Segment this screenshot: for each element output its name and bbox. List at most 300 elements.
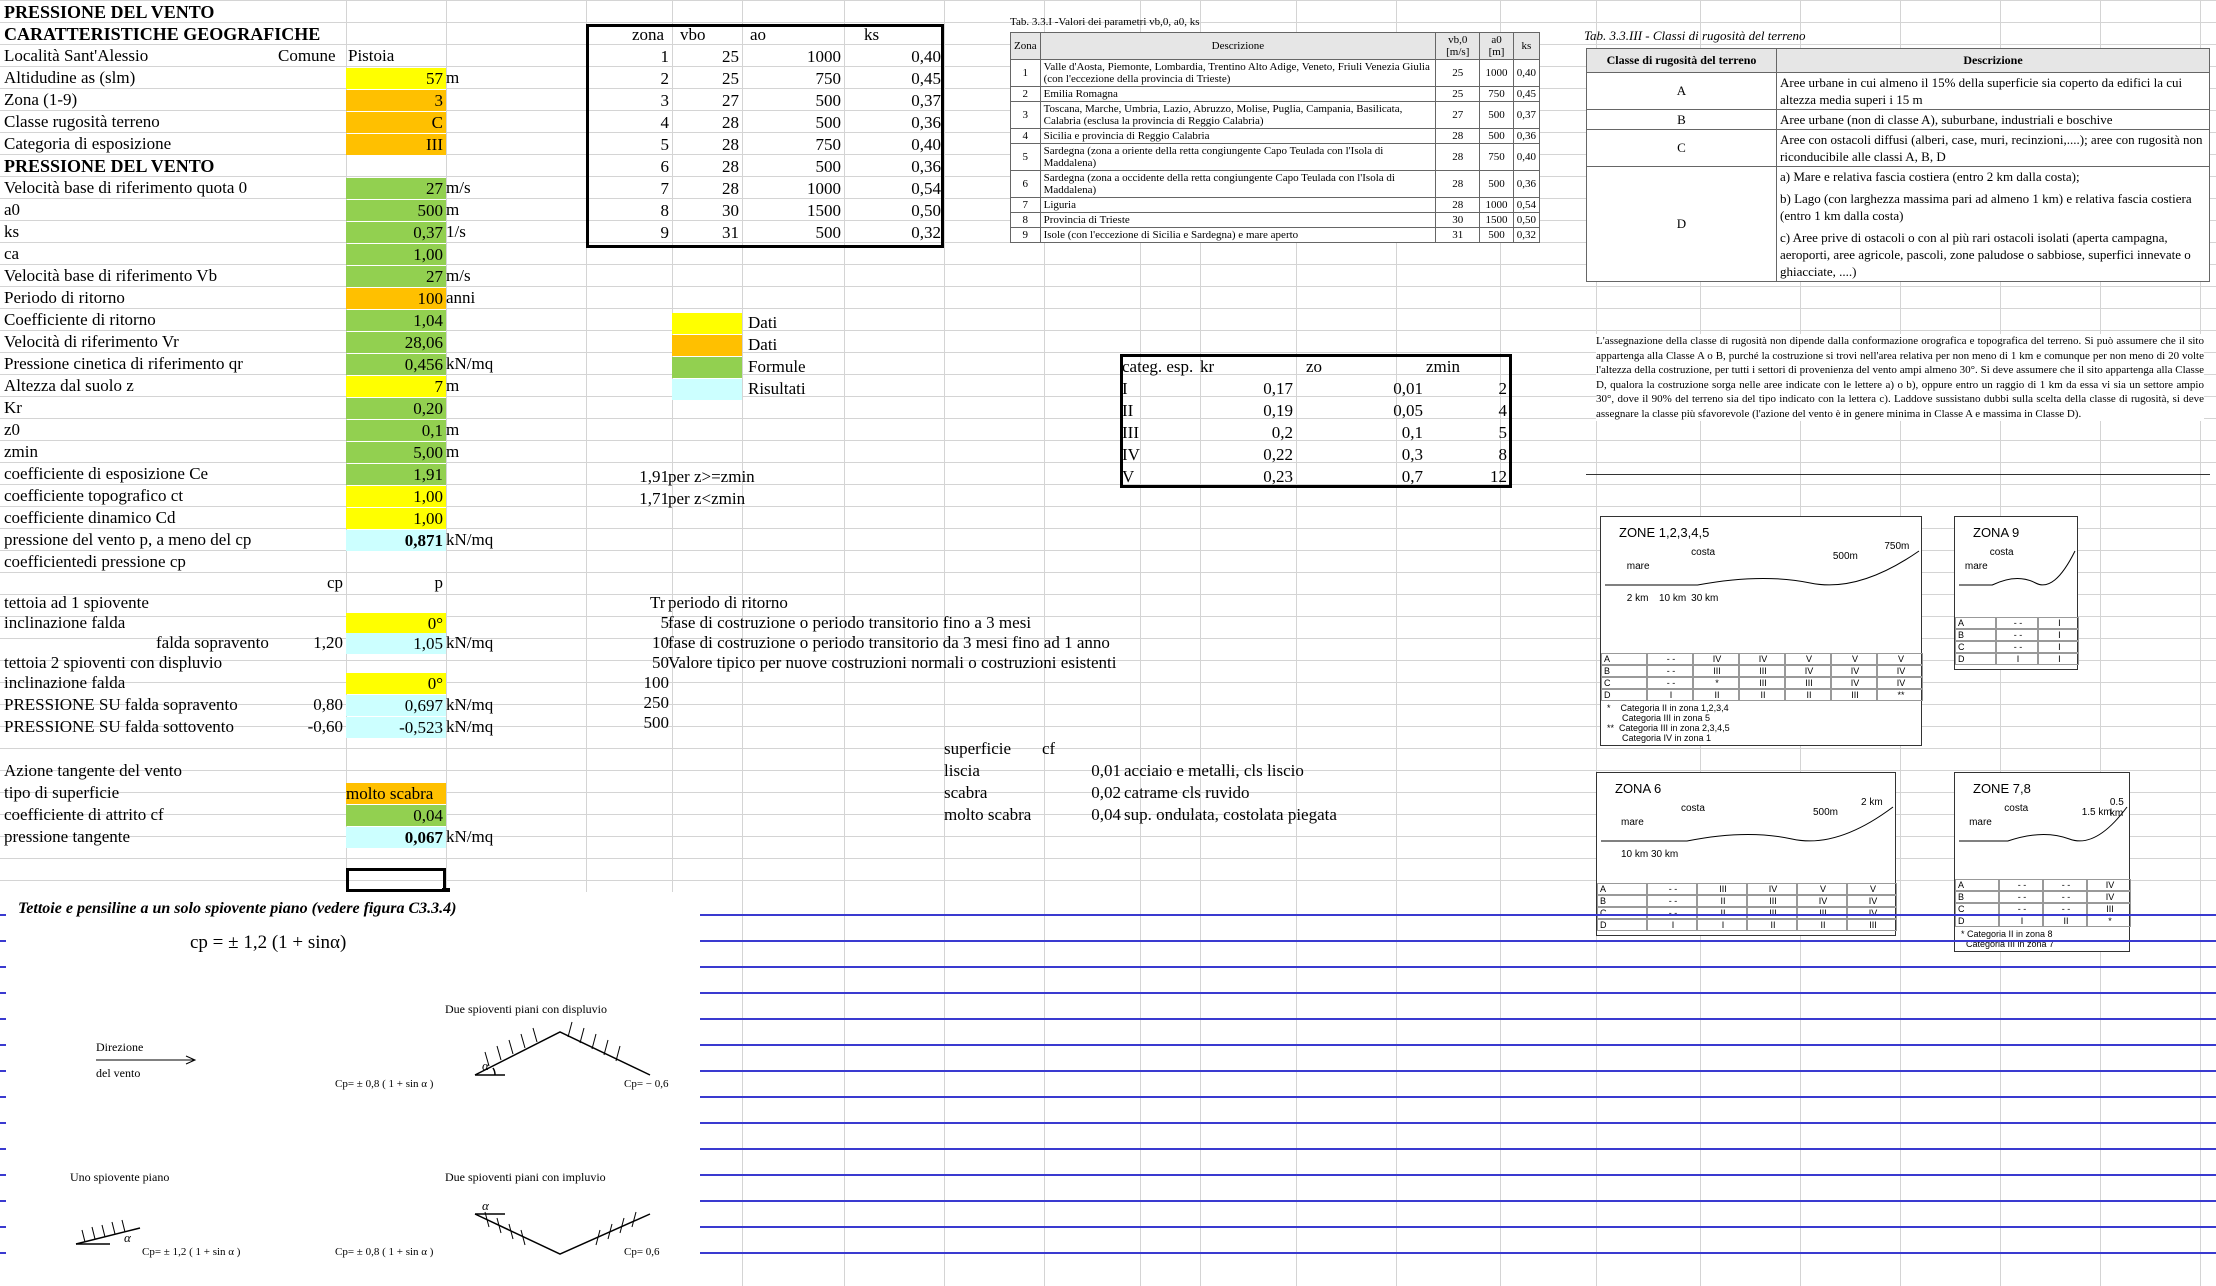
zone-grid-cell: I [1999,915,2043,927]
zone-grid-cell: IV [1877,665,1923,677]
blue-line [700,966,2216,968]
row-value[interactable]: 7 [346,376,446,397]
tab331-cell: 28 [1436,129,1480,144]
legend-label: Formule [748,357,806,376]
tr-value: 5 [660,613,669,632]
zona-cell: 750 [815,69,841,88]
blue-line [700,1096,2216,1098]
roof-diagrams-svg [0,892,700,1286]
zone-grid-cell: II [2043,915,2087,927]
row-value[interactable]: 1,00 [346,508,446,529]
zona-cell: 750 [815,135,841,154]
categ-roman: I [1122,379,1128,398]
tab333-class: A [1587,73,1777,110]
zone-grid-cell: III [1847,919,1897,931]
sheet-title: PRESSIONE DEL VENTO [4,2,215,22]
zone-grid-cell: - - [1647,883,1697,895]
zone-grid-cell: - - [1647,895,1697,907]
tab331-cell: 750 [1480,87,1513,102]
legend-swatch [672,379,742,400]
inclinazione1-label: inclinazione falda [4,613,126,632]
tab331-cell: 6 [1011,171,1041,198]
categ-kr: 0,22 [1263,445,1293,464]
cf-header-superficie: superficie [944,739,1012,758]
zona-cell: 25 [722,47,739,66]
tab333-desc [1777,130,2210,167]
impluvio-right-formula: Cp= 0,6 [624,1246,660,1258]
zone-grid-cell: IV [1797,895,1847,907]
displuvio-title: Due spioventi piani con displuvio [445,1002,607,1016]
row-value[interactable]: C [346,112,446,133]
cp-header: cp [326,573,343,592]
zone-diagram-label: costa [1681,803,1705,814]
legend-swatch [672,313,742,334]
tab331-header: a0 [m] [1480,33,1513,60]
row-label: a0 [4,200,21,219]
impluvio-left-formula: Cp= ± 0,8 ( 1 + sin α ) [335,1246,434,1258]
row-value[interactable]: 0,871 [346,530,446,551]
row-value[interactable]: 0,1 [346,420,446,441]
zone-diagram-3 [1954,772,2130,952]
tab331-cell: 500 [1480,228,1513,243]
zona-cell: 7 [660,179,669,198]
ce-note-text: per z>=zmin [668,467,755,486]
tab331-cell: 5 [1011,144,1041,171]
zone-grid-cell: II [1697,907,1747,919]
blue-tick [0,1044,6,1046]
pressione-sopravento-value[interactable]: 0,697 [346,695,446,716]
zone-grid-cell: I [1996,653,2037,665]
zone-diagram-title: ZONE 7,8 [1973,781,2031,796]
tr-value: 500 [643,713,669,732]
zone-grid-cell: IV [1693,653,1739,665]
tab331-cell: 0,36 [1513,171,1539,198]
tab333-desc-part: Aree urbane (non di classe A), suburbane, industriali e boschive [1780,112,2113,127]
tab331-cell: 1000 [1480,198,1513,213]
row-label: Velocità base di riferimento Vb [4,266,218,285]
tab331-cell: Toscana, Marche, Umbria, Lazio, Abruzzo, Molise, Puglia, Campania, Basilicata, Calabria (esclusa la provincia di Reggio Calabria) [1040,102,1436,129]
tab333-desc [1777,110,2210,130]
row-label: Categoria di esposizione [4,134,172,153]
row-label: Kr [4,398,22,417]
tab331-cell: 500 [1480,102,1513,129]
zone-grid-cell: III [1739,665,1785,677]
cf-header-cf: cf [1042,739,1056,758]
roof-pressure-figure [0,892,700,1286]
row-value[interactable]: 1,00 [346,244,446,265]
categ-zo: 0,7 [1401,467,1423,486]
row-value[interactable]: 3 [346,90,446,111]
categ-roman: V [1122,467,1135,486]
tab333-class: D [1587,167,1777,282]
blue-line [700,914,2216,916]
row-value[interactable]: 28,06 [346,332,446,353]
impluvio-title: Due spioventi piani con impluvio [445,1170,606,1184]
zone-grid-cell: III [1747,895,1797,907]
ce-note-value: 1,71 [639,489,669,508]
tab331-cell: 31 [1436,228,1480,243]
tab333-class: B [1587,110,1777,130]
row-label: ca [4,244,20,263]
zone-grid-cell: V [1831,653,1877,665]
blue-line [700,992,2216,994]
blue-tick [0,1252,6,1254]
blue-tick [0,1200,6,1202]
zone-grid-cell: II [1747,919,1797,931]
pressione-sottovento-value[interactable]: -0,523 [346,717,446,738]
row-value[interactable]: 27 [346,266,446,287]
categ-header: categ. esp. [1122,357,1194,376]
row-value[interactable] [346,552,446,573]
row-unit: 1/s [446,222,466,241]
row-label: PRESSIONE DEL VENTO [4,156,215,176]
zone-grid-cell: C [1955,903,1999,915]
blue-tick [0,1096,6,1098]
terrain-profile-icon [1601,543,1923,613]
zone-diagram-label: 750m [1884,541,1910,552]
row-label: Periodo di ritorno [4,288,125,307]
blue-tick [0,992,6,994]
zone-grid-cell: C [1601,677,1647,689]
tab331-cell: 0,32 [1513,228,1539,243]
categ-kr: 0,17 [1263,379,1293,398]
zone-grid-cell: A [1955,617,1996,629]
tab333-note-rule [1586,474,2210,475]
zone-grid-cell: D [1601,689,1647,701]
row-value[interactable]: 0,20 [346,398,446,419]
zone-diagram-title: ZONA 6 [1615,781,1662,796]
blue-tick [0,1148,6,1150]
tab333-header: Descrizione [1777,49,2210,73]
zone-grid-cell: IV [2087,879,2131,891]
terrain-profile-icon [1955,543,2079,613]
blue-line [700,1148,2216,1150]
row-value[interactable]: 0,456 [346,354,446,375]
grid-row-line [0,0,2216,1]
zona-cell: 500 [815,223,841,242]
tab331-cell: Provincia di Trieste [1040,213,1436,228]
inclinazione1-value[interactable]: 0° [346,613,446,634]
categ-kr: 0,2 [1271,423,1293,442]
cf-surface: scabra [944,783,988,802]
cf-text: catrame cls ruvido [1124,783,1250,802]
zone-grid-cell: V [1797,883,1847,895]
row-unit: m [446,420,460,439]
zone-grid-cell: - - [1999,903,2043,915]
zone-diagram-label: 500m [1832,551,1858,562]
zone-diagram-label: costa [1691,547,1716,558]
row-value[interactable]: 5,00 [346,442,446,463]
zone-grid-cell: I [1697,919,1747,931]
zone-grid-cell: I [2038,617,2079,629]
tab333-desc [1777,167,2210,282]
row-label: ks [4,222,20,241]
zone-grid-cell: IV [1831,677,1877,689]
tr-header: Tr [650,593,666,612]
ce-note-text: per z<zmin [668,489,746,508]
zona-cell: 0,36 [911,113,941,132]
categ-zo: 0,3 [1401,445,1423,464]
tab333 [1586,48,2210,282]
zone-diagram-label: mare [1626,561,1650,572]
row-value[interactable]: Pistoia [348,46,395,65]
zone-grid-cell: C [1955,641,1996,653]
row-label: pressione del vento p, a meno del cp [4,530,252,549]
tab331-cell: 2 [1011,87,1041,102]
cf-surface: molto scabra [944,805,1032,824]
zone-grid-cell: IV [1739,653,1785,665]
tab333-desc [1777,73,2210,110]
row-value[interactable]: 1,04 [346,310,446,331]
blue-tick [0,1122,6,1124]
uno-spiovente-formula: Cp= ± 1,2 ( 1 + sin α ) [142,1246,241,1258]
inclinazione2-value[interactable]: 0° [346,673,446,694]
row-value[interactable]: 500 [346,200,446,221]
zone-grid-cell: * [1693,677,1739,689]
zona-cell: 0,32 [911,223,941,242]
pressione-tangente-value[interactable]: 0,067 [346,827,446,848]
zona-cell: 0,40 [911,47,941,66]
blue-line [700,1018,2216,1020]
zona-cell: 1000 [807,179,841,198]
zona-cell: 30 [722,201,739,220]
blue-line [700,940,2216,942]
row-value[interactable]: 57 [346,68,446,89]
tab333-desc-part: Aree urbane in cui almeno il 15% della superficie sia coperto da edifici la cui altezza media superi i 15 m [1780,75,2183,107]
tab331-cell: Emilia Romagna [1040,87,1436,102]
categ-kr: 0,23 [1263,467,1293,486]
p-header: p [434,573,443,592]
tab331-cell: 0,50 [1513,213,1539,228]
tab333-class: C [1587,130,1777,167]
zone-grid-cell: I [2038,629,2079,641]
tab333-desc-part: b) Lago (con larghezza massima pari ad almeno 1 km) e relativa fascia costiera (entro 1 km dalla costa) [1780,191,2192,223]
zone-diagram-title: ZONA 9 [1973,525,2020,540]
falda-sopravento-value[interactable]: 1,05 [346,633,446,654]
tab331-cell: 750 [1480,144,1513,171]
categ-header: zmin [1426,357,1460,376]
row-value[interactable]: 1,91 [346,464,446,485]
tab333-caption: Tab. 3.3.III - Classi di rugosità del terreno [1584,28,1806,43]
tab333-desc-part: c) Aree prive di ostacoli o con al più rari ostacoli isolati (aperta campagna, aeroporti, aree agricole, pascoli, zone paludose o sabbiose, superfici innevate o ghiacciate, ....) [1780,230,2191,279]
row-label: zmin [4,442,38,461]
zone-grid-cell: IV [1847,895,1897,907]
categ-roman: II [1122,401,1134,420]
cf-value: 0,02 [1091,783,1121,802]
zone-grid-cell: - - [2043,903,2087,915]
zone-diagram-label: 1.5 km [2081,807,2112,818]
row-value[interactable]: 27 [346,178,446,199]
displuvio-left-formula: Cp= ± 0,8 ( 1 + sin α ) [335,1078,434,1090]
tangente-title: Azione tangente del vento [4,761,182,780]
zone-grid-cell: IV [1877,677,1923,689]
categ-kr: 0,19 [1263,401,1293,420]
tab333-desc-part: Aree con ostacoli diffusi (alberi, case, muri, recinzioni,....); aree con rugosità non riconducibile alle classi A, B, D [1780,132,2203,164]
wind-direction-arrow-icon [96,1056,195,1064]
zona-cell: 5 [660,135,669,154]
categ-header: kr [1200,357,1215,376]
tr-header-text: periodo di ritorno [668,593,788,612]
tab331-cell: 25 [1436,87,1480,102]
zona-cell: 25 [722,69,739,88]
tab331-cell: 500 [1480,171,1513,198]
cf-value: 0,01 [1091,761,1121,780]
row-label: coefficiente dinamico Cd [4,508,176,527]
categ-roman: III [1122,423,1139,442]
zone-diagram-label: 2 km [1626,593,1649,604]
row-label: Altidudine as (slm) [4,68,136,87]
row-value[interactable]: 0,37 [346,222,446,243]
ce-note-value: 1,91 [639,467,669,486]
blue-tick [0,914,6,916]
svg-text:α: α [124,1230,131,1245]
zone-grid-cell: IV [2087,891,2131,903]
pressione-sottovento-cp: -0,60 [307,717,343,736]
tab331-cell: 30 [1436,213,1480,228]
categ-zo: 0,1 [1401,423,1423,442]
geo-title: CARATTERISTICHE GEOGRAFICHE [4,24,321,44]
tab331-cell: 28 [1436,171,1480,198]
cf-text: acciaio e metalli, cls liscio [1124,761,1304,780]
zone-grid-cell: B [1955,629,1996,641]
tr-value: 100 [643,673,669,692]
zone-diagram-label: costa [1989,547,2014,558]
tab331-cell: 0,54 [1513,198,1539,213]
blue-tick [0,966,6,968]
zone-grid-cell: - - [1996,641,2037,653]
pressione-tangente-unit: kN/mq [446,827,494,846]
direction-label: Direzione [96,1040,144,1054]
zone-diagram-label: costa [2004,803,2029,814]
tipo-superficie-label: tipo di superficie [4,783,120,802]
legend-label: Risultati [748,379,806,398]
zona-header: ks [864,25,880,44]
categ-zmin: 4 [1498,401,1507,420]
row-unit: kN/mq [446,354,494,373]
zona-cell: 1000 [807,47,841,66]
zone-grid-cell: - - [1999,891,2043,903]
zona-cell: 1 [660,47,669,66]
zone-grid-cell: D [1955,653,1996,665]
legend-swatch [672,357,742,378]
tab331-header: vb,0 [m/s] [1436,33,1480,60]
zona-cell: 1500 [807,201,841,220]
row-label: Zona (1-9) [4,90,78,109]
row-unit: m [446,68,460,87]
row-unit: m [446,376,460,395]
svg-text:α: α [482,1198,489,1213]
zone-diagram-1 [1954,516,2078,670]
tab331-cell: 1500 [1480,213,1513,228]
pressione-sottovento-unit: kN/mq [446,717,494,736]
zona-cell: 8 [660,201,669,220]
zona-cell: 500 [815,113,841,132]
tab331-cell: 27 [1436,102,1480,129]
selected-cell[interactable] [346,868,446,892]
row-label: Velocità di riferimento Vr [4,332,179,351]
zona-cell: 0,50 [911,201,941,220]
row-value[interactable]: III [346,134,446,155]
blue-line [700,1252,2216,1254]
categ-zmin: 12 [1490,467,1507,486]
zone-grid-cell: - - [2043,891,2087,903]
zone-grid-cell: D [1597,919,1647,931]
tab331-cell: 0,36 [1513,129,1539,144]
figure-title: Tettoie e pensiline a un solo spiovente piano (vedere figura C3.3.4) [18,900,457,917]
zona-header: vbo [680,25,706,44]
tipo-superficie-value[interactable]: molto scabra [346,783,446,804]
legend-label: Dati [748,313,778,332]
zone-diagram-label: 0.5 km [2109,797,2124,819]
zone-note: Categoria IV in zona 1 [1607,733,1712,743]
falda-sopravento-cp: 1,20 [313,633,343,652]
zona-cell: 31 [722,223,739,242]
zone-grid-cell: III [1697,883,1747,895]
row-label: z0 [4,420,21,439]
zone-grid-cell: IV [1831,665,1877,677]
categ-zmin: 8 [1498,445,1507,464]
tab331-cell: 7 [1011,198,1041,213]
zone-diagram-2 [1596,772,1896,936]
cf-value[interactable]: 0,04 [346,805,446,826]
zone-note: Categoria III in zona 7 [1961,939,2055,949]
zone-grid-cell: I [2038,641,2079,653]
displuvio-roof-icon [475,1022,650,1075]
row-label: coefficiente di esposizione Ce [4,464,209,483]
zone-grid-cell: III [1831,689,1877,701]
zone-diagram-label: 30 km [1651,849,1679,860]
zone-grid-cell: - - [1996,617,2037,629]
cf-surface: liscia [944,761,980,780]
blue-line [700,1200,2216,1202]
tab333-note: L'assegnazione della classe di rugosità non dipende dalla conformazione orografica e topografica del terreno. Si può assumere che il sito appartenga alla Classe A o B, purché la costruzione si trovi nell'area relativa per non meno di 1 km e comunque per non meno di 20 volte l'altezza della costruzione, per tutti i settori di provenienza del vento ampi almeno 30°. Si deve assumere che il sito appartenga alla Classe D, qualora la costruzione sorga nelle aree indicate con le lettere a) o b), oppure entro un raggio di 1 km da essa vi sia un settore ampio 30°, dove il 90% del terreno sia del tipo indicato con la lettera c). Laddove sussistano dubbi sulla scelta della classe di rugosità, si deve assegnare la classe più sfavorevole (l'azione del vento è in genere minima in Classe A e massima in Classe D). [1596,335,2204,420]
zone-grid-cell: III [1693,665,1739,677]
tab331-caption: Tab. 3.3.I -Valori dei parametri vb,0, a0, ks [1010,16,1200,28]
row-label: Pressione cinetica di riferimento qr [4,354,243,373]
row-value[interactable]: 100 [346,288,446,309]
row-unit: m [446,200,460,219]
tab331-cell: Sicilia e provincia di Reggio Calabria [1040,129,1436,144]
blue-line [700,1174,2216,1176]
tab331-cell: 1000 [1480,60,1513,87]
tab331-cell: 9 [1011,228,1041,243]
zona-cell: 6 [660,157,669,176]
zona-cell: 2 [660,69,669,88]
zone-grid-cell: IV [1847,907,1897,919]
zone-grid-cell: V [1785,653,1831,665]
tab331-cell: Sardegna (zona a occidente della retta congiungente Capo Teulada con l'Isola di Maddalena) [1040,171,1436,198]
tab331-cell: 25 [1436,60,1480,87]
row-value[interactable] [346,156,446,177]
row-unit: m/s [446,266,471,285]
zone-grid-cell: IV [1747,883,1797,895]
row-label: Località Sant'Alessio [4,46,149,65]
zone-diagram-label: 10 km [1621,849,1649,860]
blue-line [700,1070,2216,1072]
zone-diagram-label: 30 km [1691,593,1719,604]
zone-grid-cell: III [1747,907,1797,919]
zona-cell: 9 [660,223,669,242]
categ-zmin: 5 [1498,423,1507,442]
zone-diagram-label: mare [1969,817,1992,828]
tab331-header: Descrizione [1040,33,1436,60]
tab331-cell: 500 [1480,129,1513,144]
zona-cell: 500 [815,157,841,176]
tab331-header: ks [1513,33,1539,60]
row-value[interactable]: 1,00 [346,486,446,507]
grid-row-line [0,748,2216,749]
zone-grid-cell: - - [1647,665,1693,677]
